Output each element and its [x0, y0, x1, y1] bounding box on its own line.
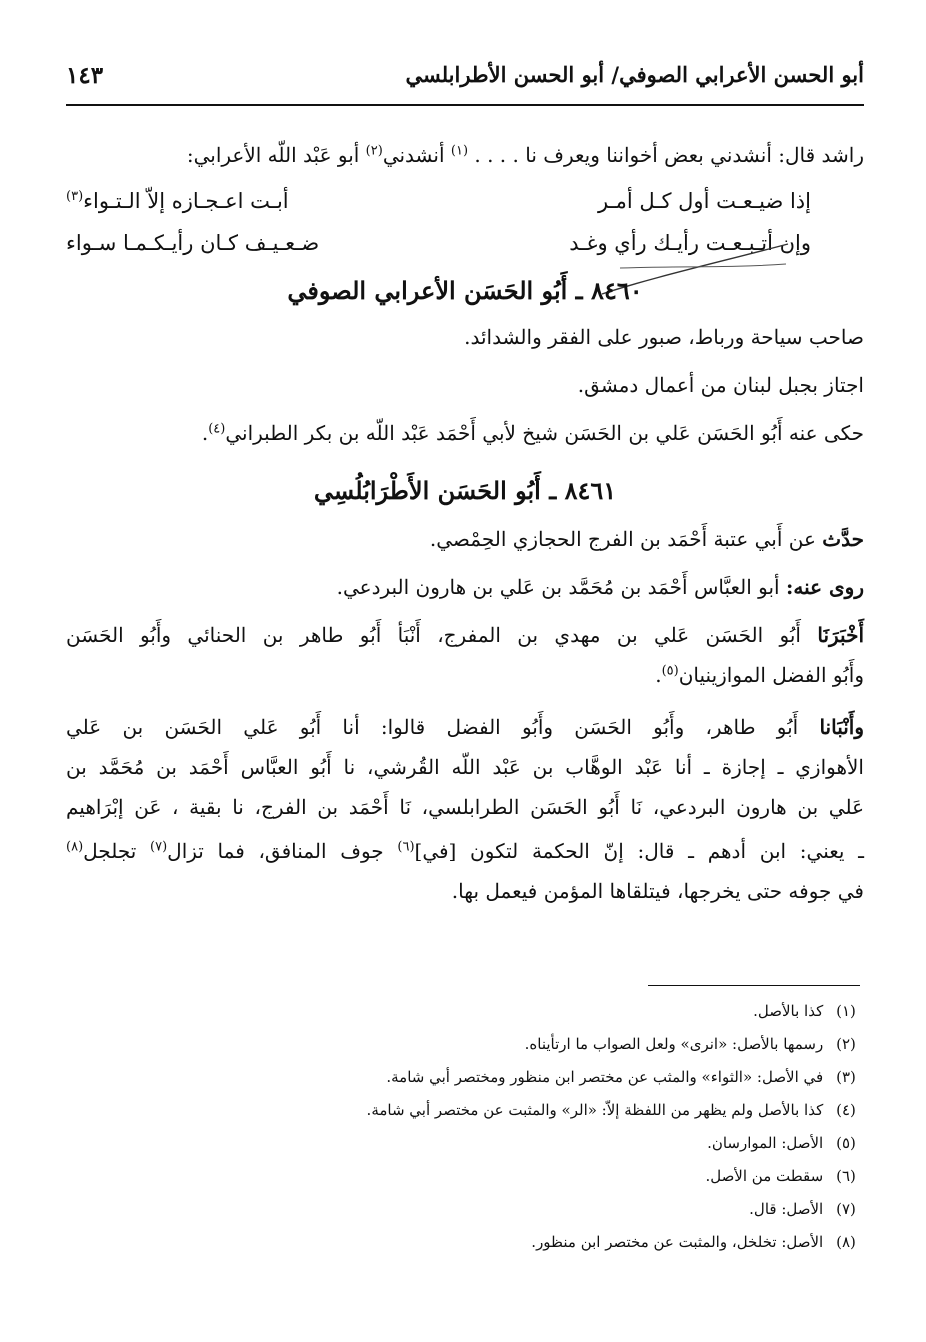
akhbarana-label: أَخْبَرَنَا	[817, 623, 865, 647]
footnote-4-text: كذا بالأصل ولم يظهر من اللفظة إلاّ: «الر» والمثبت عن مختصر أبي شامة.	[366, 1101, 824, 1119]
footnote-6-number: (٦)	[836, 1167, 856, 1185]
footnote-3-number: (٣)	[836, 1068, 856, 1086]
akhbarana-line-1	[66, 620, 864, 650]
anbana-line-4	[66, 836, 864, 866]
entry-8461-rawa	[66, 572, 864, 602]
anbana-text-4c: تجلجل	[83, 839, 137, 863]
footnote-ref-1: (١)	[450, 143, 469, 159]
header-rule	[66, 104, 864, 106]
footnote-ref-8: (٨)	[66, 839, 84, 855]
intro-text-b: أنشدني	[382, 143, 445, 167]
footnote-ref-3: (٣)	[66, 189, 84, 204]
footnote-2-text: رسمها بالأصل: «انرى» ولعل الصواب ما ارتأيناه.	[524, 1035, 824, 1053]
footnote-6	[66, 1165, 864, 1187]
footnote-5-text: الأصل: الموارسان.	[707, 1134, 824, 1152]
entry-heading-8460: ٨٤٦٠ ـ أَبُو الحَسَن الأعرابي الصوفي	[287, 276, 643, 305]
anbana-text-4a: ـ يعني: ابن أدهم ـ قال: إنّ الحكمة لتكون [في]	[414, 839, 865, 863]
anbana-line-5: في جوفه حتى يخرجها، فيتلقاها المؤمن فيعمل بها.	[451, 879, 864, 903]
akhbarana-text-2: وأَبُو الفضل الموازينيان	[678, 663, 864, 687]
entry-8461-haddath	[66, 524, 864, 554]
haddath-label: حدَّث	[822, 527, 864, 551]
entry-8460-para-3: حكى عنه أَبُو الحَسَن عَلي بن الحَسَن شيخ لأبي أَحْمَد عَبْد اللّه بن بكر الطبراني$^{(٤)}$.	[201, 421, 864, 445]
anbana-text-4b: جوف المنافق، فما تزال	[167, 839, 384, 863]
entry-8460-para-2: اجتاز بجبل لبنان من أعمال دمشق.	[577, 373, 864, 397]
entry-8460-para-1: صاحب سياحة ورباط، صبور على الفقر والشدائد.	[464, 325, 864, 349]
akhbarana-text-1: أَبُو الحَسَن عَلي بن مهدي بن المفرج، أَنْبَأ أَبُو طاهر بن الحنائي وأَبُو الحَسَن	[66, 623, 801, 647]
verse-1-first-hemistich: إذا ضيـعـت أول كـل أمـر	[597, 189, 811, 213]
verse-1-second-text: أبـت اعـجـازه إلاّ الـتـواء	[83, 189, 289, 213]
intro-text-a: راشد قال: أنشدني بعض أخواننا ويعرف نا . . . .	[474, 143, 864, 167]
footnote-2-number: (٢)	[836, 1035, 856, 1053]
anbana-text-1: أَبُو طاهر، وأَبُو الحَسَن وأَبُو الفضل قالوا: أنا أَبُو عَلي الحَسَن بن عَلي	[66, 715, 799, 739]
verse-1-second-hemistich	[66, 186, 289, 216]
anbana-line-3: عَلي بن هارون البردعي، نَا أَبُو الحَسَن الطرابلسي، نَا أَحْمَد بن الفرج، نا بقية ، عَن إبْرَاهيم	[66, 795, 864, 819]
verse-1	[66, 186, 811, 218]
footnote-1-text: كذا بالأصل.	[753, 1002, 824, 1020]
footnote-6-text: سقطت من الأصل.	[705, 1167, 824, 1185]
footnote-7-text: الأصل: قال.	[749, 1200, 824, 1218]
rawa-label: روى عنه:	[785, 575, 864, 599]
footnote-8-number: (٨)	[836, 1233, 856, 1251]
anbana-line-2: الأهوازي ـ إجازة ـ أنا عَبْد الوهَّاب بن عَبْد اللّه القُرشي، نا أَبُو العبَّاس أَحْمَد بن مُحَمَّد بن	[66, 755, 864, 779]
footnote-1-number: (١)	[836, 1002, 856, 1020]
verse-2-first-hemistich: وإن أتـبـعـت رأيـك رأي وغـد	[569, 231, 811, 255]
footnote-ref-4: (٤)	[208, 421, 226, 437]
footnote-3-text: في الأصل: «الثواء» والمثب عن مختصر ابن منظور ومختصر أبي شامة.	[386, 1068, 824, 1086]
footnote-2	[66, 1033, 864, 1055]
footnote-ref-5: (٥)	[661, 663, 679, 679]
footnote-ref-6: (٦)	[397, 839, 415, 855]
akhbarana-line-2: وأَبُو الفضل الموازينيان$^{(٥)}$.	[655, 663, 864, 687]
footnote-5	[66, 1132, 864, 1154]
footnote-5-number: (٥)	[836, 1134, 856, 1152]
footnote-ref-7: (٧)	[150, 839, 168, 855]
rawa-text: أبو العبَّاس أَحْمَد بن مُحَمَّد بن عَلي بن هارون البردعي.	[336, 575, 780, 599]
footnote-3	[66, 1066, 864, 1088]
intro-line	[66, 140, 864, 170]
running-title: أبو الحسن الأعرابي الصوفي/ أبو الحسن الأطرابلسي	[405, 62, 864, 87]
verse-2-second-hemistich: ضـعـيـف كـان رأيـكـمـا سـواء	[66, 231, 320, 255]
intro-text-c: أبو عَبْد اللّه الأعرابي:	[186, 143, 360, 167]
running-header	[66, 62, 864, 100]
footnote-4	[66, 1099, 864, 1121]
footnote-8	[66, 1231, 864, 1253]
entry-heading-8461: ٨٤٦١ ـ أَبُو الحَسَن الأَطْرَابُلُسِي	[313, 476, 617, 505]
anbana-label: وأَنْبَانا	[819, 715, 865, 739]
entry-8460-para-3-text: حكى عنه أَبُو الحَسَن عَلي بن الحَسَن شيخ لأبي أَحْمَد عَبْد اللّه بن بكر الطبراني	[225, 421, 864, 445]
footnote-7	[66, 1198, 864, 1220]
haddath-text: عن أَبي عتبة أَحْمَد بن الفرج الحجازي الحِمْصي.	[429, 527, 816, 551]
footnote-ref-2: (٢)	[365, 143, 383, 159]
footnote-separator	[648, 985, 860, 986]
footnote-1	[66, 1000, 864, 1022]
footnote-4-number: (٤)	[836, 1101, 856, 1119]
anbana-line-1	[66, 712, 864, 742]
footnote-7-number: (٧)	[836, 1200, 856, 1218]
footnote-8-text: الأصل: تخلخل، والمثبت عن مختصر ابن منظور.	[531, 1233, 824, 1251]
page-number: ١٤٣	[66, 62, 104, 89]
